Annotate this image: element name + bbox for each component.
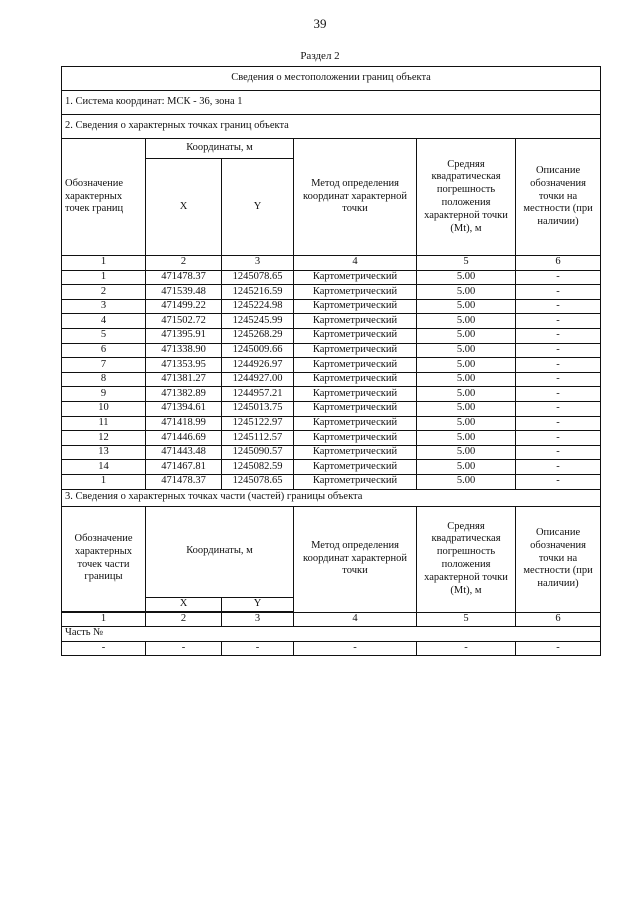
s3-column-number-cell: 5 [417, 612, 516, 627]
description-cell: - [516, 474, 601, 489]
s3-column-numbers-row [62, 612, 601, 627]
error-cell: 5.00 [417, 431, 516, 446]
x-coordinate-cell: 471499.22 [146, 299, 222, 314]
point-cell: 8 [62, 372, 146, 387]
x-coordinate-cell: 471381.27 [146, 372, 222, 387]
description-cell: - [516, 431, 601, 446]
table-row [62, 445, 601, 460]
table-row [62, 270, 601, 285]
x-coordinate-cell: 471338.90 [146, 343, 222, 358]
s3-empty-row [62, 641, 601, 656]
description-cell: - [516, 387, 601, 402]
point-cell: 9 [62, 387, 146, 402]
section-label: Раздел 2 [300, 50, 340, 62]
method-cell: Картометрический [294, 358, 417, 373]
s3-column-number-cell: 3 [222, 612, 294, 627]
s3-empty-cell: - [62, 641, 146, 656]
description-cell: - [516, 299, 601, 314]
description-cell: - [516, 372, 601, 387]
description-cell: - [516, 358, 601, 373]
column-numbers-row [62, 256, 601, 271]
error-cell: 5.00 [417, 270, 516, 285]
method-cell: Картометрический [294, 416, 417, 431]
method-cell: Картометрический [294, 387, 417, 402]
x-coordinate-cell: 471502.72 [146, 314, 222, 329]
error-cell: 5.00 [417, 416, 516, 431]
error-cell: 5.00 [417, 460, 516, 475]
y-coordinate-cell: 1245224.98 [222, 299, 294, 314]
x-coordinate-cell: 471382.89 [146, 387, 222, 402]
error-cell: 5.00 [417, 401, 516, 416]
y-coordinate-cell: 1245009.66 [222, 343, 294, 358]
table-row [62, 474, 601, 489]
table-row [62, 343, 601, 358]
method-cell: Картометрический [294, 474, 417, 489]
s3-column-number-cell: 1 [62, 612, 146, 627]
point-cell: 13 [62, 445, 146, 460]
header-x: X [146, 159, 222, 256]
description-cell: - [516, 270, 601, 285]
description-cell: - [516, 460, 601, 475]
s3-header-x: X [146, 597, 222, 611]
table-row [62, 314, 601, 329]
coordinate-system: 1. Система координат: МСК - 36, зона 1 [62, 91, 601, 115]
error-cell: 5.00 [417, 285, 516, 300]
page-number: 39 [313, 16, 327, 31]
header-error: Средняя квадратическая погрешность положения характерной точки (Mt), м [417, 139, 516, 256]
error-cell: 5.00 [417, 358, 516, 373]
table-row [62, 358, 601, 373]
column-number-cell: 3 [222, 256, 294, 271]
point-cell: 7 [62, 358, 146, 373]
y-coordinate-cell: 1245078.65 [222, 270, 294, 285]
point-cell: 5 [62, 328, 146, 343]
x-coordinate-cell: 471478.37 [146, 270, 222, 285]
point-cell: 3 [62, 299, 146, 314]
s3-header-error: Средняя квадратическая погрешность положения характерной точки (Mt), м [417, 506, 516, 612]
s3-column-number-cell: 4 [294, 612, 417, 627]
s3-header-y: Y [222, 597, 294, 611]
point-cell: 6 [62, 343, 146, 358]
table-row [62, 372, 601, 387]
description-cell: - [516, 328, 601, 343]
column-number-cell: 2 [146, 256, 222, 271]
error-cell: 5.00 [417, 387, 516, 402]
method-cell: Картометрический [294, 285, 417, 300]
section2-title: 2. Сведения о характерных точках границ объекта [62, 115, 601, 139]
table-row [62, 431, 601, 446]
error-cell: 5.00 [417, 445, 516, 460]
y-coordinate-cell: 1245268.29 [222, 328, 294, 343]
y-coordinate-cell: 1244957.21 [222, 387, 294, 402]
boundary-table [61, 66, 601, 656]
column-number-cell: 6 [516, 256, 601, 271]
point-cell: 1 [62, 474, 146, 489]
description-cell: - [516, 285, 601, 300]
column-number-cell: 4 [294, 256, 417, 271]
description-cell: - [516, 401, 601, 416]
header-description: Описание обозначения точки на местности (при наличии) [516, 139, 601, 256]
method-cell: Картометрический [294, 328, 417, 343]
table-row [62, 416, 601, 431]
s3-column-number-cell: 6 [516, 612, 601, 627]
point-cell: 11 [62, 416, 146, 431]
s3-column-number-cell: 2 [146, 612, 222, 627]
method-cell: Картометрический [294, 372, 417, 387]
y-coordinate-cell: 1245122.97 [222, 416, 294, 431]
s3-empty-cell: - [294, 641, 417, 656]
table-row [62, 299, 601, 314]
y-coordinate-cell: 1244926.97 [222, 358, 294, 373]
error-cell: 5.00 [417, 328, 516, 343]
y-coordinate-cell: 1245216.59 [222, 285, 294, 300]
x-coordinate-cell: 471467.81 [146, 460, 222, 475]
method-cell: Картометрический [294, 445, 417, 460]
s3-header-method: Метод определения координат характерной точки [294, 506, 417, 612]
point-cell: 12 [62, 431, 146, 446]
y-coordinate-cell: 1245078.65 [222, 474, 294, 489]
x-coordinate-cell: 471353.95 [146, 358, 222, 373]
s3-header-description: Описание обозначения точки на местности (при наличии) [516, 506, 601, 612]
s3-empty-cell: - [516, 641, 601, 656]
y-coordinate-cell: 1245082.59 [222, 460, 294, 475]
x-coordinate-cell: 471446.69 [146, 431, 222, 446]
y-coordinate-cell: 1245112.57 [222, 431, 294, 446]
part-number-label: Часть № [62, 627, 601, 642]
x-coordinate-cell: 471478.37 [146, 474, 222, 489]
point-cell: 2 [62, 285, 146, 300]
x-coordinate-cell: 471394.61 [146, 401, 222, 416]
table-row [62, 401, 601, 416]
point-cell: 1 [62, 270, 146, 285]
table-row [62, 460, 601, 475]
section3-title: 3. Сведения о характерных точках части (частей) границы объекта [62, 489, 601, 506]
y-coordinate-cell: 1245245.99 [222, 314, 294, 329]
s3-empty-cell: - [417, 641, 516, 656]
header-y: Y [222, 159, 294, 256]
column-number-cell: 1 [62, 256, 146, 271]
header-point-designation: Обозначение характерных точек границ [62, 139, 146, 256]
table-row [62, 285, 601, 300]
x-coordinate-cell: 471539.48 [146, 285, 222, 300]
point-cell: 10 [62, 401, 146, 416]
error-cell: 5.00 [417, 314, 516, 329]
method-cell: Картометрический [294, 431, 417, 446]
description-cell: - [516, 343, 601, 358]
method-cell: Картометрический [294, 314, 417, 329]
table-title: Сведения о местоположении границ объекта [62, 67, 601, 91]
y-coordinate-cell: 1244927.00 [222, 372, 294, 387]
method-cell: Картометрический [294, 299, 417, 314]
method-cell: Картометрический [294, 401, 417, 416]
error-cell: 5.00 [417, 299, 516, 314]
column-number-cell: 5 [417, 256, 516, 271]
method-cell: Картометрический [294, 460, 417, 475]
header-method: Метод определения координат характерной точки [294, 139, 417, 256]
s3-header-point-designation: Обозначение характерных точек части границы [62, 506, 146, 611]
method-cell: Картометрический [294, 343, 417, 358]
error-cell: 5.00 [417, 474, 516, 489]
x-coordinate-cell: 471443.48 [146, 445, 222, 460]
description-cell: - [516, 314, 601, 329]
x-coordinate-cell: 471418.99 [146, 416, 222, 431]
error-cell: 5.00 [417, 343, 516, 358]
s3-header-coordinates: Координаты, м [146, 506, 294, 597]
s3-empty-cell: - [222, 641, 294, 656]
y-coordinate-cell: 1245090.57 [222, 445, 294, 460]
s3-empty-cell: - [146, 641, 222, 656]
description-cell: - [516, 445, 601, 460]
description-cell: - [516, 416, 601, 431]
method-cell: Картометрический [294, 270, 417, 285]
error-cell: 5.00 [417, 372, 516, 387]
table-row [62, 387, 601, 402]
table-row [62, 328, 601, 343]
x-coordinate-cell: 471395.91 [146, 328, 222, 343]
point-cell: 4 [62, 314, 146, 329]
y-coordinate-cell: 1245013.75 [222, 401, 294, 416]
header-coordinates: Координаты, м [146, 139, 294, 159]
point-cell: 14 [62, 460, 146, 475]
